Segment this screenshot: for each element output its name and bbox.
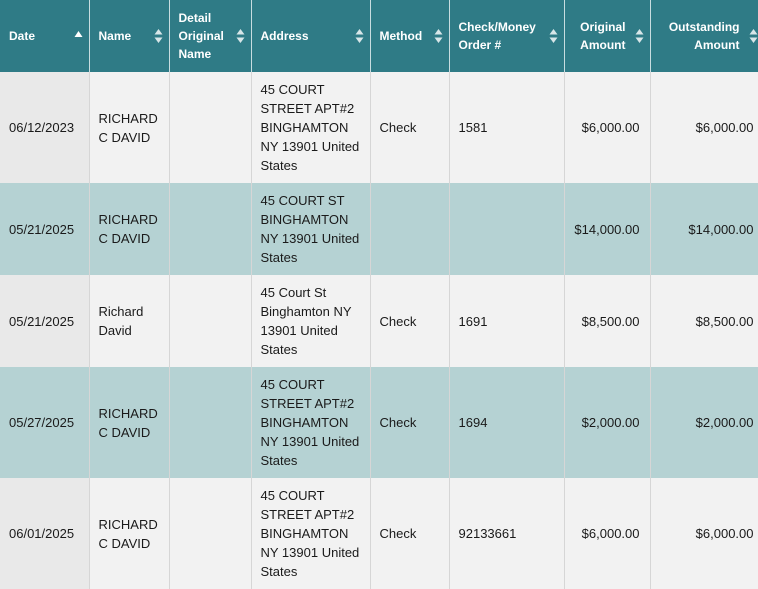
column-header-detail-original-name[interactable]	[169, 0, 251, 72]
table-row	[0, 275, 758, 367]
cell-original-amount: $14,000.00	[564, 183, 650, 275]
column-header-label: Original Amount	[580, 20, 626, 52]
cell-date: 06/01/2025	[0, 478, 89, 589]
cell-date: 05/27/2025	[0, 367, 89, 478]
column-header-label: Check/Money Order #	[458, 20, 536, 52]
sort-both-icon[interactable]	[549, 28, 558, 44]
cell-address: 45 COURT ST BINGHAMTON NY 13901 United States	[251, 183, 370, 275]
sort-both-icon[interactable]	[635, 28, 644, 44]
cell-name: RICHARD C DAVID	[89, 72, 169, 183]
table-header-row	[0, 0, 758, 72]
table-row	[0, 478, 758, 589]
column-header-label: Method	[379, 29, 423, 43]
column-header-date[interactable]	[0, 0, 89, 72]
cell-outstanding-amount: $8,500.00	[650, 275, 758, 367]
cell-check-number: 1691	[449, 275, 564, 367]
cell-original-amount: $6,000.00	[564, 72, 650, 183]
table-row	[0, 367, 758, 478]
column-header-label: Date	[9, 29, 36, 43]
cell-method: Check	[370, 72, 449, 183]
cell-original-amount: $6,000.00	[564, 478, 650, 589]
sort-up-icon[interactable]	[74, 28, 83, 44]
cell-date: 06/12/2023	[0, 72, 89, 183]
table-row	[0, 72, 758, 183]
sort-both-icon[interactable]	[355, 28, 364, 44]
cell-date: 05/21/2025	[0, 183, 89, 275]
column-header-check-number[interactable]	[449, 0, 564, 72]
cell-check-number: 92133661	[449, 478, 564, 589]
cell-outstanding-amount: $6,000.00	[650, 478, 758, 589]
cell-detail-original-name	[169, 367, 251, 478]
cell-name: RICHARD C DAVID	[89, 478, 169, 589]
column-header-label: Outstanding Amount	[668, 20, 740, 52]
cell-method: Check	[370, 478, 449, 589]
cell-original-amount: $2,000.00	[564, 367, 650, 478]
cell-address: 45 Court St Binghamton NY 13901 United States	[251, 275, 370, 367]
cell-detail-original-name	[169, 478, 251, 589]
sort-both-icon[interactable]	[154, 28, 163, 44]
cell-check-number: 1694	[449, 367, 564, 478]
cell-address: 45 COURT STREET APT#2 BINGHAMTON NY 13901 United States	[251, 72, 370, 183]
cell-name: Richard David	[89, 275, 169, 367]
cell-name: RICHARD C DAVID	[89, 367, 169, 478]
column-header-original-amount[interactable]	[564, 0, 650, 72]
column-header-method[interactable]	[370, 0, 449, 72]
cell-date: 05/21/2025	[0, 275, 89, 367]
cell-original-amount: $8,500.00	[564, 275, 650, 367]
column-header-name[interactable]	[89, 0, 169, 72]
cell-check-number	[449, 183, 564, 275]
sort-both-icon[interactable]	[749, 28, 758, 44]
cell-detail-original-name	[169, 72, 251, 183]
cell-method	[370, 183, 449, 275]
cell-method: Check	[370, 367, 449, 478]
column-header-label: Detail Original Name	[178, 11, 224, 61]
cell-detail-original-name	[169, 183, 251, 275]
sort-both-icon[interactable]	[434, 28, 443, 44]
table-row	[0, 183, 758, 275]
column-header-label: Name	[98, 29, 132, 43]
cell-address: 45 COURT STREET APT#2 BINGHAMTON NY 13901 United States	[251, 478, 370, 589]
cell-detail-original-name	[169, 275, 251, 367]
column-header-outstanding-amount[interactable]	[650, 0, 758, 72]
column-header-address[interactable]	[251, 0, 370, 72]
sort-both-icon[interactable]	[236, 28, 245, 44]
cell-outstanding-amount: $2,000.00	[650, 367, 758, 478]
cell-outstanding-amount: $6,000.00	[650, 72, 758, 183]
column-header-label: Address	[260, 29, 309, 43]
cell-method: Check	[370, 275, 449, 367]
cell-check-number: 1581	[449, 72, 564, 183]
cell-address: 45 COURT STREET APT#2 BINGHAMTON NY 13901 United States	[251, 367, 370, 478]
cell-name: RICHARD C DAVID	[89, 183, 169, 275]
cell-outstanding-amount: $14,000.00	[650, 183, 758, 275]
